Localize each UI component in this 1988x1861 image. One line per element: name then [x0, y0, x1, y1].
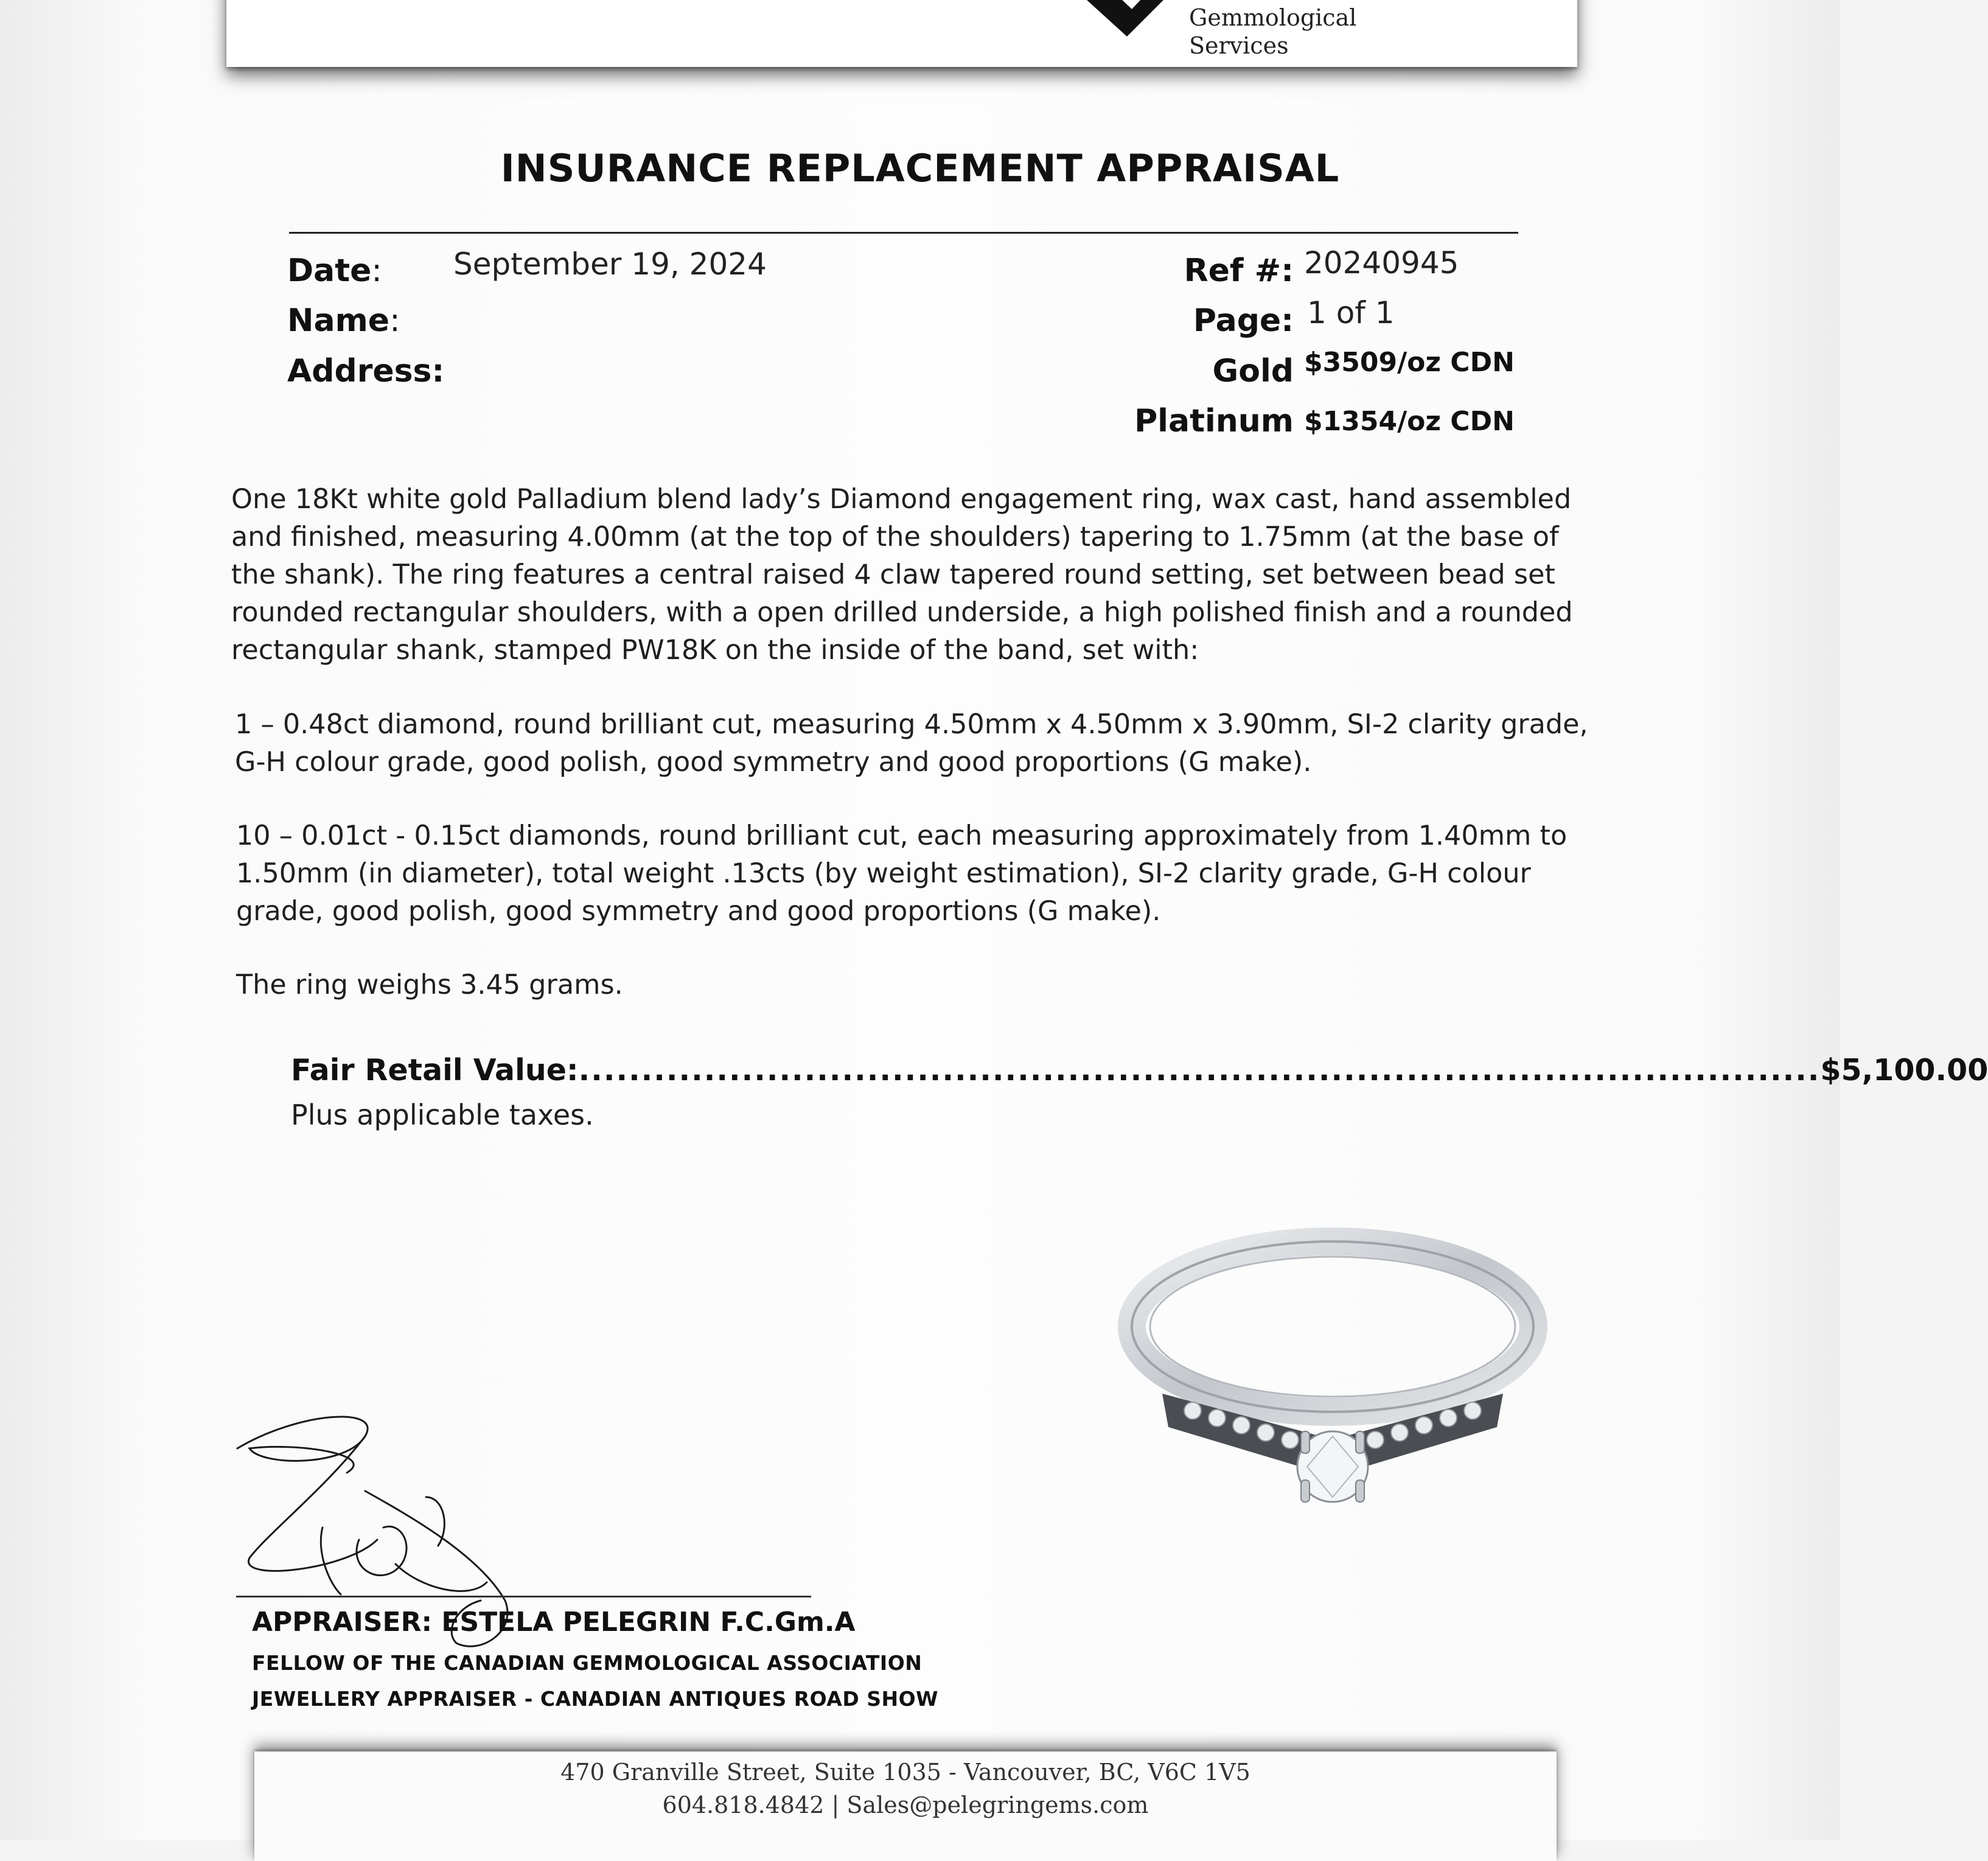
logo-line-2: Services	[1189, 32, 1289, 59]
title-rule	[289, 232, 1518, 234]
fair-retail-value-amount: $5,100.00	[1820, 1053, 1988, 1088]
fair-retail-value	[291, 1053, 1988, 1088]
ref-label: Ref #:	[1184, 253, 1294, 289]
date-value: September 19, 2024	[453, 246, 767, 282]
ring-photo	[1120, 1217, 1546, 1558]
footer-card	[254, 1751, 1557, 1861]
date-label: Date:	[287, 253, 382, 289]
gold-price: $3509/oz CDN	[1304, 347, 1515, 378]
address-label: Address:	[287, 353, 445, 389]
fair-retail-value-leader: ...................................................................................................	[578, 1053, 1821, 1088]
accent-stones-description: 10 – 0.01ct - 0.15ct diamonds, round brilliant cut, each measuring approximately from 1.40mm to 1.50mm (in diameter), total weight .13cts (by weight estimation), SI-2 clarity grade, G-H colour grade, good polish, good symmetry and good proportions (G make).	[236, 820, 1568, 927]
appraiser-name: APPRAISER: ESTELA PELEGRIN F.C.Gm.A	[252, 1607, 856, 1638]
ref-value: 20240945	[1304, 245, 1459, 281]
page-label: Page:	[1193, 302, 1294, 339]
logo-line-1: Gemmological	[1189, 4, 1357, 31]
taxes-note: Plus applicable taxes.	[291, 1098, 594, 1131]
company-logo-mark	[1060, 0, 1194, 37]
appraiser-credential-1: FELLOW OF THE CANADIAN GEMMOLOGICAL ASSOCIATION	[252, 1651, 923, 1675]
fair-retail-value-label: Fair Retail Value:	[291, 1053, 579, 1088]
document-title: INSURANCE REPLACEMENT APPRAISAL	[500, 146, 1340, 190]
name-label: Name:	[287, 302, 400, 339]
company-address: 470 Granville Street, Suite 1035 - Vancouver, BC, V6C 1V5	[560, 1759, 1250, 1786]
gold-label: Gold	[1212, 353, 1294, 389]
company-logo-text	[1189, 4, 1356, 60]
page-value: 1 of 1	[1307, 295, 1395, 330]
header-card	[226, 0, 1577, 67]
platinum-price: $1354/oz CDN	[1304, 406, 1515, 437]
center-stone-description: 1 – 0.48ct diamond, round brilliant cut, measuring 4.50mm x 4.50mm x 3.90mm, SI-2 clarity grade, G-H colour grade, good polish, good symmetry and good proportions (G make).	[235, 709, 1588, 778]
platinum-label: Platinum	[1134, 403, 1294, 439]
company-contact: 604.818.4842 | Sales@pelegringems.com	[662, 1792, 1149, 1818]
item-description: One 18Kt white gold Palladium blend lady’s Diamond engagement ring, wax cast, hand assembled and finished, measuring 4.00mm (at the top of the shoulders) tapering to 1.75mm (at the base of the shank). The ring features a central raised 4 claw tapered round setting, set between bead set rounded rectangular shoulders, with a open drilled underside, a high polished finish and a rounded rectangular shank, stamped PW18K on the inside of the band, set with:	[231, 484, 1573, 666]
appraiser-credential-2: JEWELLERY APPRAISER - CANADIAN ANTIQUES ROAD SHOW	[252, 1687, 939, 1711]
signature-line	[236, 1596, 811, 1597]
ring-weight: The ring weighs 3.45 grams.	[236, 969, 623, 1000]
